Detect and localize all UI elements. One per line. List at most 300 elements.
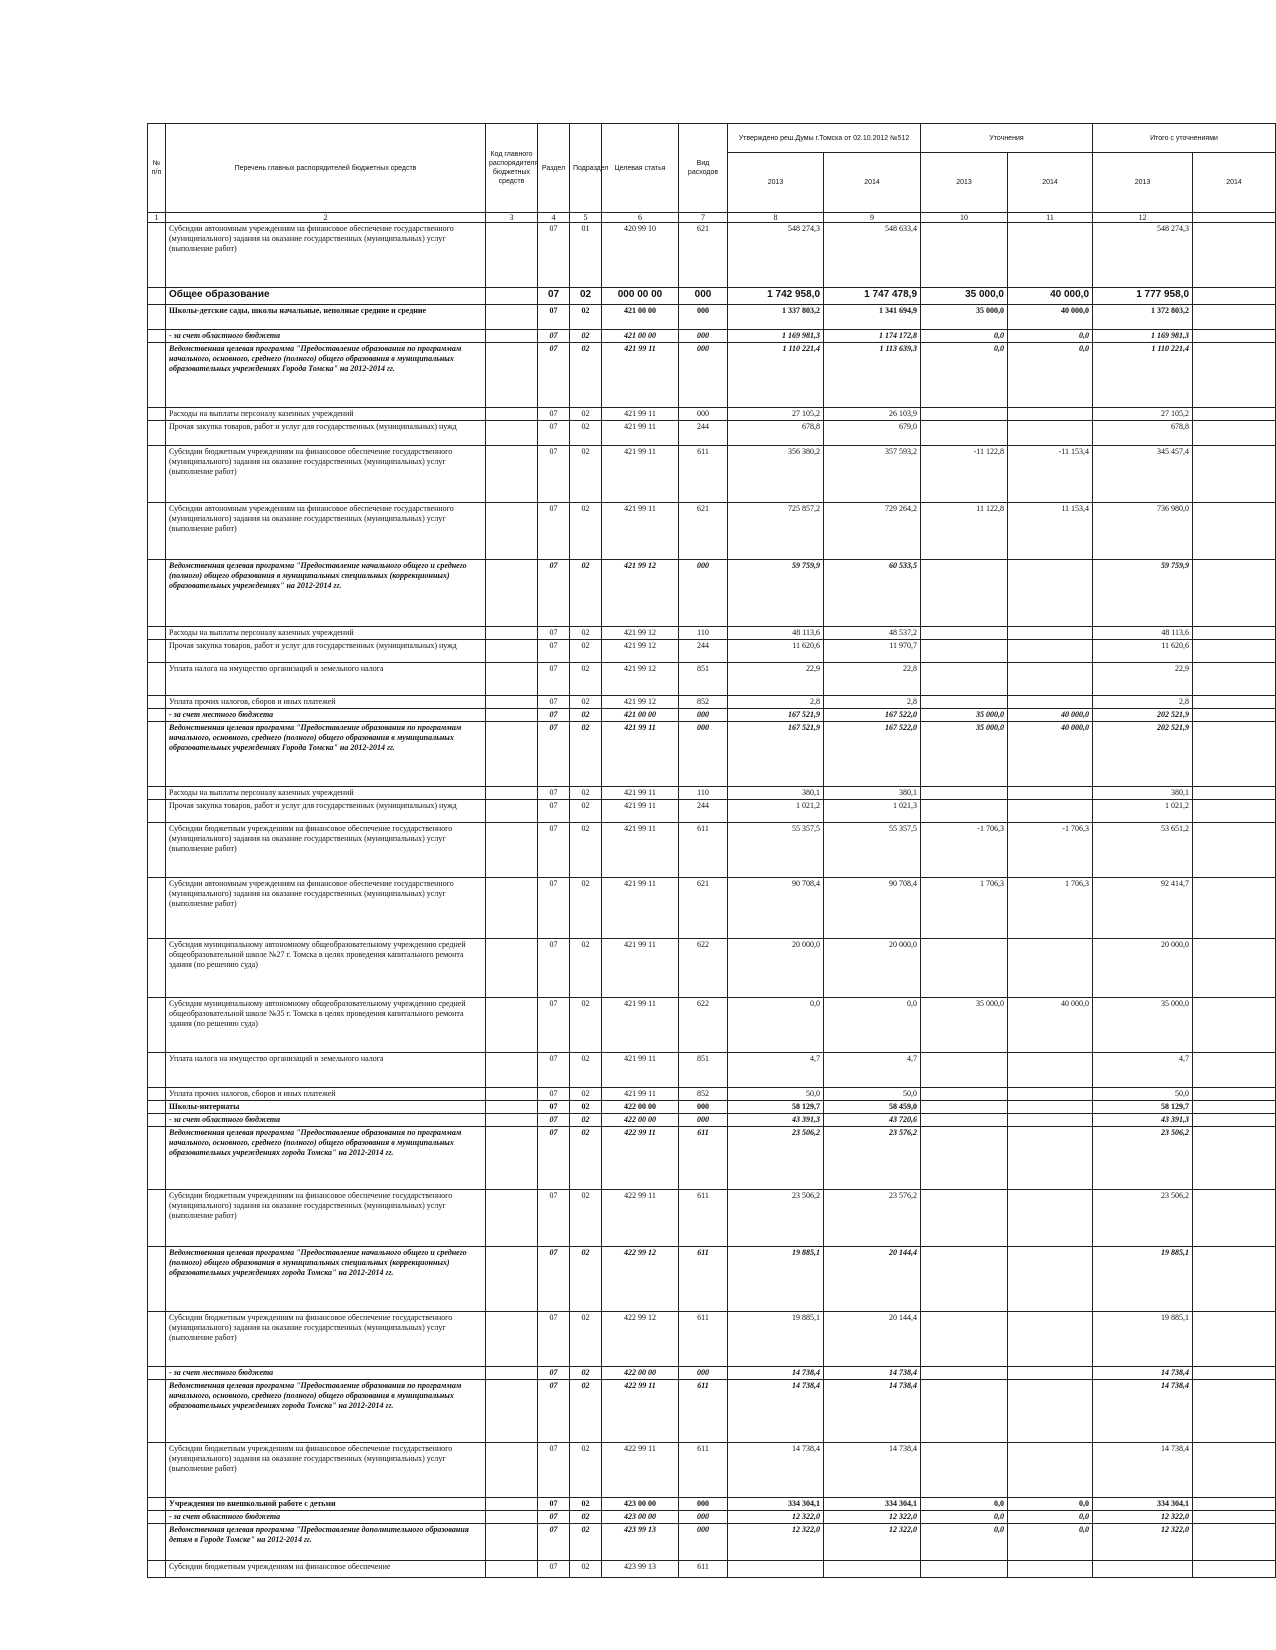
kind-cell: 000 xyxy=(679,1524,728,1561)
code-cell xyxy=(486,560,538,627)
podrazdel-cell: 02 xyxy=(570,709,602,722)
total-2013-cell: 334 304,1 xyxy=(1093,1498,1193,1511)
changes-2013-cell: -11 122,8 xyxy=(921,446,1008,503)
kind-cell: 000 xyxy=(679,1101,728,1114)
code-cell xyxy=(486,663,538,696)
total-2013-cell: 380,1 xyxy=(1093,787,1193,800)
podrazdel-cell: 02 xyxy=(570,1443,602,1498)
changes-2014-cell: 0,0 xyxy=(1008,1498,1093,1511)
kind-cell: 611 xyxy=(679,1443,728,1498)
target-cell: 420 99 10 xyxy=(602,223,679,288)
razdel-cell: 07 xyxy=(538,939,570,998)
total-2013-cell: 59 759,9 xyxy=(1093,560,1193,627)
target-cell: 421 99 11 xyxy=(602,446,679,503)
total-2013-cell: 12 322,0 xyxy=(1093,1524,1193,1561)
approved-2013-cell: 1 169 981,3 xyxy=(728,330,824,343)
code-cell xyxy=(486,640,538,663)
name-cell: Субсидии бюджетным учреждениям на финансовое обеспечение государственного (муниципального) задания на оказание государственных (муниципальных) услуг (выполнение работ) xyxy=(166,823,486,878)
num-cell xyxy=(148,1511,166,1524)
changes-2013-cell: 35 000,0 xyxy=(921,305,1008,330)
approved-2014-cell: 167 522,0 xyxy=(824,709,921,722)
approved-2014-cell: 1 747 478,9 xyxy=(824,288,921,305)
total-2014-cell xyxy=(1193,1247,1276,1312)
approved-2013-cell: 1 337 803,2 xyxy=(728,305,824,330)
num-cell xyxy=(148,709,166,722)
total-2013-cell: 14 738,4 xyxy=(1093,1380,1193,1443)
podrazdel-cell: 02 xyxy=(570,696,602,709)
column-index-cell: 4 xyxy=(538,213,570,223)
approved-2013-cell: 23 506,2 xyxy=(728,1127,824,1190)
total-2013-cell: 2,8 xyxy=(1093,696,1193,709)
podrazdel-cell: 02 xyxy=(570,1498,602,1511)
target-cell: 422 99 12 xyxy=(602,1247,679,1312)
name-cell: Школы-детские сады, школы начальные, неполные средние и средние xyxy=(166,305,486,330)
column-index-cell: 8 xyxy=(728,213,824,223)
name-cell: Субсидии автономным учреждениям на финансовое обеспечение государственного (муниципального) задания на оказание государственных (муниципальных) услуг (выполнение работ) xyxy=(166,223,486,288)
razdel-cell: 07 xyxy=(538,627,570,640)
total-2014-cell xyxy=(1193,1561,1276,1578)
budget-table-body xyxy=(148,223,1276,1578)
razdel-cell: 07 xyxy=(538,709,570,722)
podrazdel-cell: 02 xyxy=(570,1511,602,1524)
changes-2013-cell xyxy=(921,1190,1008,1247)
approved-2013-cell: 48 113,6 xyxy=(728,627,824,640)
total-2013-cell: 19 885,1 xyxy=(1093,1247,1193,1312)
changes-2014-cell: 0,0 xyxy=(1008,1511,1093,1524)
kind-cell: 851 xyxy=(679,663,728,696)
code-cell xyxy=(486,1101,538,1114)
code-cell xyxy=(486,627,538,640)
changes-2013-cell xyxy=(921,1127,1008,1190)
total-2013-cell: 345 457,4 xyxy=(1093,446,1193,503)
num-cell xyxy=(148,330,166,343)
code-cell xyxy=(486,343,538,408)
total-2013-cell: 202 521,9 xyxy=(1093,722,1193,787)
name-cell: Субсидия муниципальному автономному общеобразовательному учреждению средней общеобразовательной школе №35 г. Томска в целях проведения капитального ремонта здания (по решению суда) xyxy=(166,998,486,1053)
podrazdel-cell: 02 xyxy=(570,421,602,446)
approved-2013-cell: 43 391,3 xyxy=(728,1114,824,1127)
changes-2014-cell: 40 000,0 xyxy=(1008,709,1093,722)
approved-2013-cell: 334 304,1 xyxy=(728,1498,824,1511)
total-2014-cell xyxy=(1193,305,1276,330)
changes-2013-cell xyxy=(921,1561,1008,1578)
target-cell: 422 00 00 xyxy=(602,1367,679,1380)
approved-2014-cell: 55 357,5 xyxy=(824,823,921,878)
total-2014-cell xyxy=(1193,696,1276,709)
approved-2013-cell: 4,7 xyxy=(728,1053,824,1088)
kind-cell: 611 xyxy=(679,1190,728,1247)
column-index-cell: 10 xyxy=(921,213,1008,223)
total-2014-cell xyxy=(1193,288,1276,305)
target-cell: 422 00 00 xyxy=(602,1114,679,1127)
name-cell: Общее образование xyxy=(166,288,486,305)
approved-2014-cell: 60 533,5 xyxy=(824,560,921,627)
num-cell xyxy=(148,1443,166,1498)
approved-2013-cell: 1 110 221,4 xyxy=(728,343,824,408)
code-cell xyxy=(486,408,538,421)
num-cell xyxy=(148,696,166,709)
code-cell xyxy=(486,696,538,709)
podrazdel-cell: 02 xyxy=(570,330,602,343)
table-row xyxy=(148,1088,1276,1101)
total-2014-cell xyxy=(1193,223,1276,288)
razdel-cell: 07 xyxy=(538,408,570,421)
total-2013-cell: 43 391,3 xyxy=(1093,1114,1193,1127)
total-2013-cell: 736 980,0 xyxy=(1093,503,1193,560)
changes-2013-cell: 35 000,0 xyxy=(921,288,1008,305)
kind-cell: 000 xyxy=(679,330,728,343)
target-cell: 421 00 00 xyxy=(602,305,679,330)
podrazdel-cell: 02 xyxy=(570,1190,602,1247)
changes-2014-cell: 40 000,0 xyxy=(1008,305,1093,330)
razdel-cell: 07 xyxy=(538,223,570,288)
approved-2014-cell xyxy=(824,1561,921,1578)
total-2013-cell: 20 000,0 xyxy=(1093,939,1193,998)
code-cell xyxy=(486,330,538,343)
total-2014-cell xyxy=(1193,1498,1276,1511)
changes-2013-cell xyxy=(921,1247,1008,1312)
approved-2014-cell: 20 144,4 xyxy=(824,1312,921,1367)
approved-2014-cell: 1 021,3 xyxy=(824,800,921,823)
total-2013-cell: 53 651,2 xyxy=(1093,823,1193,878)
changes-2013-cell: 0,0 xyxy=(921,1524,1008,1561)
kind-cell: 611 xyxy=(679,446,728,503)
target-cell: 421 99 11 xyxy=(602,823,679,878)
changes-2014-cell: 40 000,0 xyxy=(1008,722,1093,787)
kind-cell: 852 xyxy=(679,1088,728,1101)
table-row xyxy=(148,787,1276,800)
changes-2014-cell xyxy=(1008,223,1093,288)
code-cell xyxy=(486,878,538,939)
kind-cell: 000 xyxy=(679,709,728,722)
total-2013-cell: 548 274,3 xyxy=(1093,223,1193,288)
total-2014-cell xyxy=(1193,722,1276,787)
col-razdel-header: Раздел xyxy=(538,124,570,213)
code-cell xyxy=(486,1088,538,1101)
changes-2013-cell: -1 706,3 xyxy=(921,823,1008,878)
changes-2014-cell xyxy=(1008,696,1093,709)
changes-2014-cell xyxy=(1008,1127,1093,1190)
approved-2013-cell: 20 000,0 xyxy=(728,939,824,998)
approved-2013-cell: 12 322,0 xyxy=(728,1524,824,1561)
target-cell: 421 99 11 xyxy=(602,421,679,446)
changes-2014-cell: 40 000,0 xyxy=(1008,288,1093,305)
total-2014-cell xyxy=(1193,627,1276,640)
total-2013-cell: 1 169 981,3 xyxy=(1093,330,1193,343)
changes-2014-cell xyxy=(1008,1443,1093,1498)
total-2014-cell xyxy=(1193,1053,1276,1088)
code-cell xyxy=(486,1524,538,1561)
changes-2013-cell xyxy=(921,1088,1008,1101)
razdel-cell: 07 xyxy=(538,1561,570,1578)
num-cell xyxy=(148,627,166,640)
changes-2013-cell: 0,0 xyxy=(921,1498,1008,1511)
target-cell: 421 99 11 xyxy=(602,998,679,1053)
total-2014-cell xyxy=(1193,1114,1276,1127)
total-2013-cell: 50,0 xyxy=(1093,1088,1193,1101)
code-cell xyxy=(486,288,538,305)
razdel-cell: 07 xyxy=(538,998,570,1053)
total-2013-cell: 14 738,4 xyxy=(1093,1367,1193,1380)
column-index-cell: 12 xyxy=(1093,213,1193,223)
kind-cell: 851 xyxy=(679,1053,728,1088)
changes-2013-cell xyxy=(921,1053,1008,1088)
table-row xyxy=(148,878,1276,939)
changes-2014-cell xyxy=(1008,640,1093,663)
approved-2014-cell: 357 593,2 xyxy=(824,446,921,503)
razdel-cell: 07 xyxy=(538,1101,570,1114)
table-row xyxy=(148,998,1276,1053)
num-cell xyxy=(148,1312,166,1367)
column-index-cell: 3 xyxy=(486,213,538,223)
num-cell xyxy=(148,1114,166,1127)
total-2013-cell: 202 521,9 xyxy=(1093,709,1193,722)
total-2013-cell: 22,9 xyxy=(1093,663,1193,696)
razdel-cell: 07 xyxy=(538,640,570,663)
approved-2014-cell: 90 708,4 xyxy=(824,878,921,939)
table-row xyxy=(148,223,1276,288)
changes-2013-cell xyxy=(921,1101,1008,1114)
approved-2013-cell: 548 274,3 xyxy=(728,223,824,288)
approved-2014-cell: 679,0 xyxy=(824,421,921,446)
changes-2013-cell xyxy=(921,408,1008,421)
approved-2013-cell: 356 380,2 xyxy=(728,446,824,503)
razdel-cell: 07 xyxy=(538,663,570,696)
name-cell: Субсидии бюджетным учреждениям на финансовое обеспечение xyxy=(166,1561,486,1578)
table-row xyxy=(148,722,1276,787)
table-row xyxy=(148,1498,1276,1511)
approved-2013-cell: 0,0 xyxy=(728,998,824,1053)
target-cell: 423 00 00 xyxy=(602,1498,679,1511)
target-cell: 422 99 11 xyxy=(602,1127,679,1190)
name-cell: Субсидии автономным учреждениям на финансовое обеспечение государственного (муниципального) задания на оказание государственных (муниципальных) услуг (выполнение работ) xyxy=(166,503,486,560)
approved-2014-cell: 23 576,2 xyxy=(824,1190,921,1247)
podrazdel-cell: 02 xyxy=(570,560,602,627)
podrazdel-cell: 02 xyxy=(570,1053,602,1088)
changes-2014-header: 2014 xyxy=(1008,153,1093,213)
approved-2013-cell: 22,9 xyxy=(728,663,824,696)
table-row xyxy=(148,1524,1276,1561)
num-cell xyxy=(148,722,166,787)
approved-2013-cell: 14 738,4 xyxy=(728,1443,824,1498)
razdel-cell: 07 xyxy=(538,1312,570,1367)
num-cell xyxy=(148,408,166,421)
approved-2013-cell: 2,8 xyxy=(728,696,824,709)
podrazdel-cell: 02 xyxy=(570,1114,602,1127)
name-cell: Прочая закупка товаров, работ и услуг для государственных (муниципальных) нужд xyxy=(166,640,486,663)
kind-cell: 611 xyxy=(679,1561,728,1578)
table-row xyxy=(148,1101,1276,1114)
approved-2013-cell: 725 857,2 xyxy=(728,503,824,560)
razdel-cell: 07 xyxy=(538,1498,570,1511)
total-2014-cell xyxy=(1193,408,1276,421)
col-podrazdel-header: Подраздел xyxy=(570,124,602,213)
changes-2014-cell xyxy=(1008,421,1093,446)
name-cell: - за счет местного бюджета xyxy=(166,1367,486,1380)
code-cell xyxy=(486,446,538,503)
column-index-cell: 2 xyxy=(166,213,486,223)
changes-2014-cell xyxy=(1008,560,1093,627)
kind-cell: 000 xyxy=(679,343,728,408)
razdel-cell: 07 xyxy=(538,1127,570,1190)
target-cell: 422 00 00 xyxy=(602,1101,679,1114)
approved-2014-cell: 167 522,0 xyxy=(824,722,921,787)
approved-header: Утверждено реш.Думы г.Томска от 02.10.2012 №512 xyxy=(728,124,921,153)
target-cell: 423 00 00 xyxy=(602,1511,679,1524)
name-cell: Ведомственная целевая программа "Предоставление дополнительного образования детям в Городе Томске" на 2012-2014 гг. xyxy=(166,1524,486,1561)
table-row xyxy=(148,1114,1276,1127)
table-row xyxy=(148,640,1276,663)
code-cell xyxy=(486,800,538,823)
changes-2013-cell xyxy=(921,1380,1008,1443)
name-cell: Субсидия муниципальному автономному общеобразовательному учреждению средней общеобразовательной школе №27 г. Томска в целях проведения капитального ремонта здания (по решению суда) xyxy=(166,939,486,998)
code-cell xyxy=(486,998,538,1053)
razdel-cell: 07 xyxy=(538,421,570,446)
podrazdel-cell: 02 xyxy=(570,627,602,640)
changes-2013-header: 2013 xyxy=(921,153,1008,213)
table-row xyxy=(148,627,1276,640)
kind-cell: 110 xyxy=(679,787,728,800)
name-cell: Ведомственная целевая программа "Предоставление начального общего и среднего (полного) общего образования в муниципальных специальных (коррекционных) образовательных учреждениях города Томска" на 2012-2014 гг. xyxy=(166,1247,486,1312)
razdel-cell: 07 xyxy=(538,305,570,330)
razdel-cell: 07 xyxy=(538,1367,570,1380)
approved-2014-cell: 43 720,6 xyxy=(824,1114,921,1127)
approved-2013-cell: 19 885,1 xyxy=(728,1247,824,1312)
approved-2014-cell: 23 576,2 xyxy=(824,1127,921,1190)
approved-2013-cell: 58 129,7 xyxy=(728,1101,824,1114)
code-cell xyxy=(486,305,538,330)
approved-2014-cell: 14 738,4 xyxy=(824,1443,921,1498)
kind-cell: 000 xyxy=(679,408,728,421)
total-2014-cell xyxy=(1193,503,1276,560)
changes-2013-cell xyxy=(921,663,1008,696)
name-cell: - за счет областного бюджета xyxy=(166,330,486,343)
approved-2013-cell: 50,0 xyxy=(728,1088,824,1101)
podrazdel-cell: 02 xyxy=(570,722,602,787)
razdel-cell: 07 xyxy=(538,1053,570,1088)
table-row xyxy=(148,709,1276,722)
total-2013-cell: 1 372 803,2 xyxy=(1093,305,1193,330)
target-cell: 421 99 11 xyxy=(602,503,679,560)
target-cell: 421 99 12 xyxy=(602,640,679,663)
changes-2013-cell xyxy=(921,787,1008,800)
kind-cell: 622 xyxy=(679,939,728,998)
changes-2014-cell xyxy=(1008,1190,1093,1247)
changes-2014-cell xyxy=(1008,787,1093,800)
num-cell xyxy=(148,640,166,663)
approved-2014-cell: 334 304,1 xyxy=(824,1498,921,1511)
total-2013-cell: 48 113,6 xyxy=(1093,627,1193,640)
num-cell xyxy=(148,1190,166,1247)
total-2013-cell: 678,8 xyxy=(1093,421,1193,446)
changes-2014-cell xyxy=(1008,627,1093,640)
kind-cell: 621 xyxy=(679,223,728,288)
podrazdel-cell: 02 xyxy=(570,640,602,663)
code-cell xyxy=(486,223,538,288)
total-2014-cell xyxy=(1193,1190,1276,1247)
code-cell xyxy=(486,1561,538,1578)
approved-2013-cell: 14 738,4 xyxy=(728,1367,824,1380)
podrazdel-cell: 02 xyxy=(570,1367,602,1380)
total-2014-cell xyxy=(1193,421,1276,446)
changes-2014-cell xyxy=(1008,1367,1093,1380)
kind-cell: 244 xyxy=(679,800,728,823)
changes-2013-cell: 0,0 xyxy=(921,1511,1008,1524)
kind-cell: 621 xyxy=(679,503,728,560)
approved-2014-cell: 4,7 xyxy=(824,1053,921,1088)
changes-2014-cell: -11 153,4 xyxy=(1008,446,1093,503)
approved-2013-cell: 27 105,2 xyxy=(728,408,824,421)
table-row xyxy=(148,800,1276,823)
code-cell xyxy=(486,1127,538,1190)
podrazdel-cell: 01 xyxy=(570,223,602,288)
changes-2013-cell xyxy=(921,1367,1008,1380)
total-2013-cell: 4,7 xyxy=(1093,1053,1193,1088)
target-cell: 421 99 11 xyxy=(602,343,679,408)
table-row xyxy=(148,1511,1276,1524)
total-2013-cell: 23 506,2 xyxy=(1093,1190,1193,1247)
razdel-cell: 07 xyxy=(538,696,570,709)
name-cell: Расходы на выплаты персоналу казенных учреждений xyxy=(166,408,486,421)
approved-2014-cell: 14 738,4 xyxy=(824,1380,921,1443)
razdel-cell: 07 xyxy=(538,288,570,305)
table-row xyxy=(148,408,1276,421)
target-cell: 421 99 11 xyxy=(602,408,679,421)
name-cell: Ведомственная целевая программа "Предоставление образования по программам начального, основного, среднего (полного) общего образования в муниципальных образовательных учреждениях города Томска" на 2012-2014 гг. xyxy=(166,1127,486,1190)
total-2014-header: 2014 xyxy=(1193,153,1276,213)
code-cell xyxy=(486,421,538,446)
approved-2013-header: 2013 xyxy=(728,153,824,213)
total-2013-cell: 35 000,0 xyxy=(1093,998,1193,1053)
changes-2013-cell: 0,0 xyxy=(921,330,1008,343)
approved-2013-cell: 12 322,0 xyxy=(728,1511,824,1524)
target-cell: 422 99 11 xyxy=(602,1380,679,1443)
col-code-header: Код главного распорядителя бюджетных средств xyxy=(486,124,538,213)
kind-cell: 611 xyxy=(679,1127,728,1190)
code-cell xyxy=(486,1190,538,1247)
podrazdel-cell: 02 xyxy=(570,1088,602,1101)
total-2013-cell: 11 620,6 xyxy=(1093,640,1193,663)
changes-2013-cell xyxy=(921,640,1008,663)
approved-2014-cell: 548 633,4 xyxy=(824,223,921,288)
target-cell: 421 00 00 xyxy=(602,709,679,722)
total-header: Итого с уточнениями xyxy=(1093,124,1276,153)
name-cell: Уплата прочих налогов, сборов и иных платежей xyxy=(166,696,486,709)
changes-2014-cell: 40 000,0 xyxy=(1008,998,1093,1053)
kind-cell: 000 xyxy=(679,288,728,305)
total-2014-cell xyxy=(1193,1127,1276,1190)
approved-2014-cell: 11 970,7 xyxy=(824,640,921,663)
changes-2014-cell xyxy=(1008,663,1093,696)
total-2014-cell xyxy=(1193,1367,1276,1380)
changes-2013-cell xyxy=(921,627,1008,640)
razdel-cell: 07 xyxy=(538,1088,570,1101)
target-cell: 423 99 13 xyxy=(602,1561,679,1578)
total-2014-cell xyxy=(1193,1511,1276,1524)
approved-2014-cell: 14 738,4 xyxy=(824,1367,921,1380)
approved-2013-cell: 59 759,9 xyxy=(728,560,824,627)
num-cell xyxy=(148,1127,166,1190)
target-cell: 421 99 11 xyxy=(602,1088,679,1101)
table-row xyxy=(148,663,1276,696)
changes-2014-cell: 0,0 xyxy=(1008,330,1093,343)
table-row xyxy=(148,696,1276,709)
num-cell xyxy=(148,1498,166,1511)
changes-2013-cell: 35 000,0 xyxy=(921,998,1008,1053)
razdel-cell: 07 xyxy=(538,787,570,800)
col-name-header: Перечень главных распорядителей бюджетных средств xyxy=(166,124,486,213)
target-cell: 422 99 12 xyxy=(602,1312,679,1367)
